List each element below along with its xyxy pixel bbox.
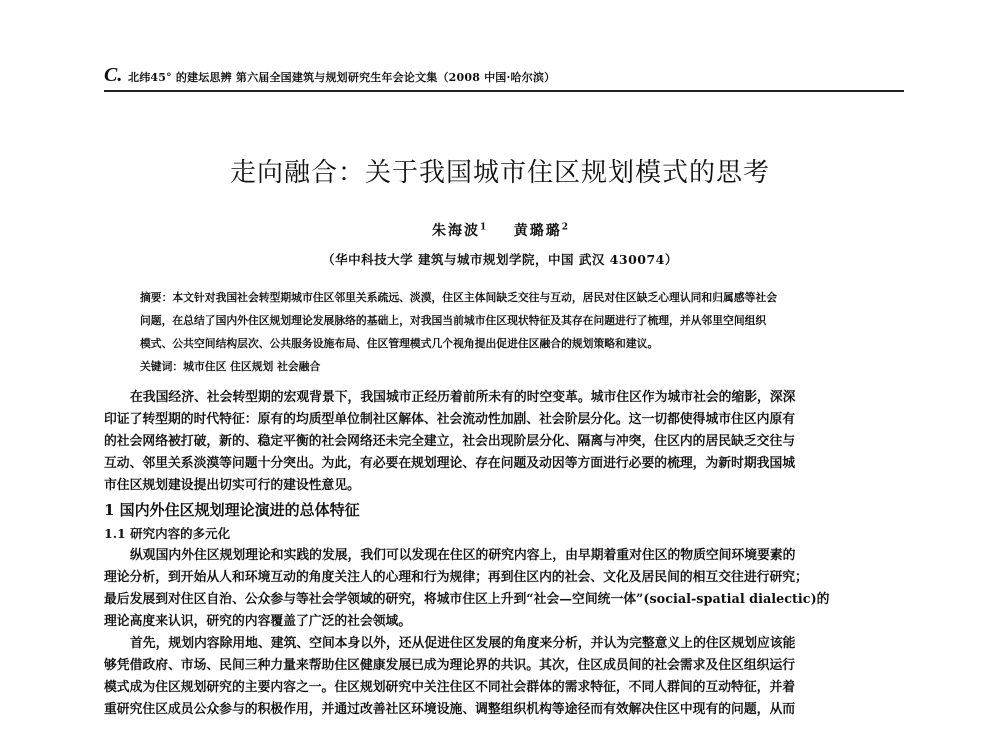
abstract-line: 问题，在总结了国内外住区规划理论发展脉络的基础上，对我国当前城市住区现状特征及其存在问题进行了梳理，并从邻里空间组织 xyxy=(140,314,767,327)
author-affil-mark: 1 xyxy=(479,222,487,233)
body-line: 首先，规划内容除用地、建筑、空间本身以外，还从促进住区发展的角度来分析，并认为完整意义上的住区规划应该能 xyxy=(130,636,796,651)
body-line: 市住区规划建设提出切实可行的建设性意见。 xyxy=(104,478,360,493)
section-heading: 1 国内外住区规划理论演进的总体特征 xyxy=(104,501,360,519)
authors xyxy=(0,220,1000,240)
header-text: 北纬45° 的建坛思辨 第六届全国建筑与规划研究生年会论文集（2008 中国·哈尔滨） xyxy=(128,71,556,84)
keywords: 关键词：城市住区 住区规划 社会融合 xyxy=(140,360,321,373)
running-header xyxy=(104,62,904,92)
author-name: 黄璐璐 xyxy=(513,223,562,239)
body-text xyxy=(104,387,902,721)
body-line: 重研究住区成员公众参与的积极作用，并通过改善社区环境设施、调整组织机构等途径而有效解决住区中现有的问题，从而 xyxy=(104,702,796,717)
body-line: 印证了转型期的时代特征：原有的均质型单位制社区解体、社会流动性加剧、社会阶层分化。这一切都使得城市住区内原有 xyxy=(104,412,796,427)
body-line: 够凭借政府、市场、民间三种力量来帮助住区健康发展已成为理论界的共识。其次，住区成员间的社会需求及住区组织运行 xyxy=(104,658,796,673)
subsection-heading: 1.1 研究内容的多元化 xyxy=(104,526,231,541)
journal-logo: C. xyxy=(104,64,123,86)
body-line: 在我国经济、社会转型期的宏观背景下，我国城市正经历着前所未有的时空变革。城市住区作为城市社会的缩影，深深 xyxy=(130,390,796,405)
author-name: 朱海波 xyxy=(431,223,480,239)
body-line: 最后发展到对住区自治、公众参与等社会学领域的研究，将城市住区上升到“社会—空间统一体”(social-spatial dialectic)的 xyxy=(104,592,830,607)
abstract xyxy=(140,286,900,378)
abstract-line: 摘要：本文针对我国社会转型期城市住区邻里关系疏远、淡漠，住区主体间缺乏交往与互动，居民对住区缺乏心理认同和归属感等社会 xyxy=(140,291,778,304)
body-line: 纵观国内外住区规划理论和实践的发展，我们可以发现在住区的研究内容上，由早期着重对住区的物质空间环境要素的 xyxy=(130,548,796,563)
body-line: 理论高度来认识，研究的内容覆盖了广泛的社会领域。 xyxy=(104,614,412,629)
author-affil-mark: 2 xyxy=(561,222,569,233)
body-line: 互动、邻里关系淡漠等问题十分突出。为此，有必要在规划理论、存在问题及动因等方面进行必要的梳理，为新时期我国城 xyxy=(104,456,796,471)
affiliation: （华中科技大学 建筑与城市规划学院，中国 武汉 430074） xyxy=(322,252,678,267)
paper-title: 走向融合：关于我国城市住区规划模式的思考 xyxy=(229,158,770,188)
body-line: 理论分析，到开始从人和环境互动的角度关注人的心理和行为规律；再到住区内的社会、文化及居民间的相互交往进行研究； xyxy=(104,570,808,585)
body-line: 的社会网络被打破，新的、稳定平衡的社会网络还未完全建立，社会出现阶层分化、隔离与冲突，住区内的居民缺乏交往与 xyxy=(104,434,796,449)
abstract-line: 模式、公共空间结构层次、公共服务设施布局、住区管理模式几个视角提出促进住区融合的规划策略和建议。 xyxy=(140,337,659,350)
body-line: 模式成为住区规划研究的主要内容之一。住区规划研究中关注住区不同社会群体的需求特征，不同人群间的互动特征，并着 xyxy=(104,680,796,695)
